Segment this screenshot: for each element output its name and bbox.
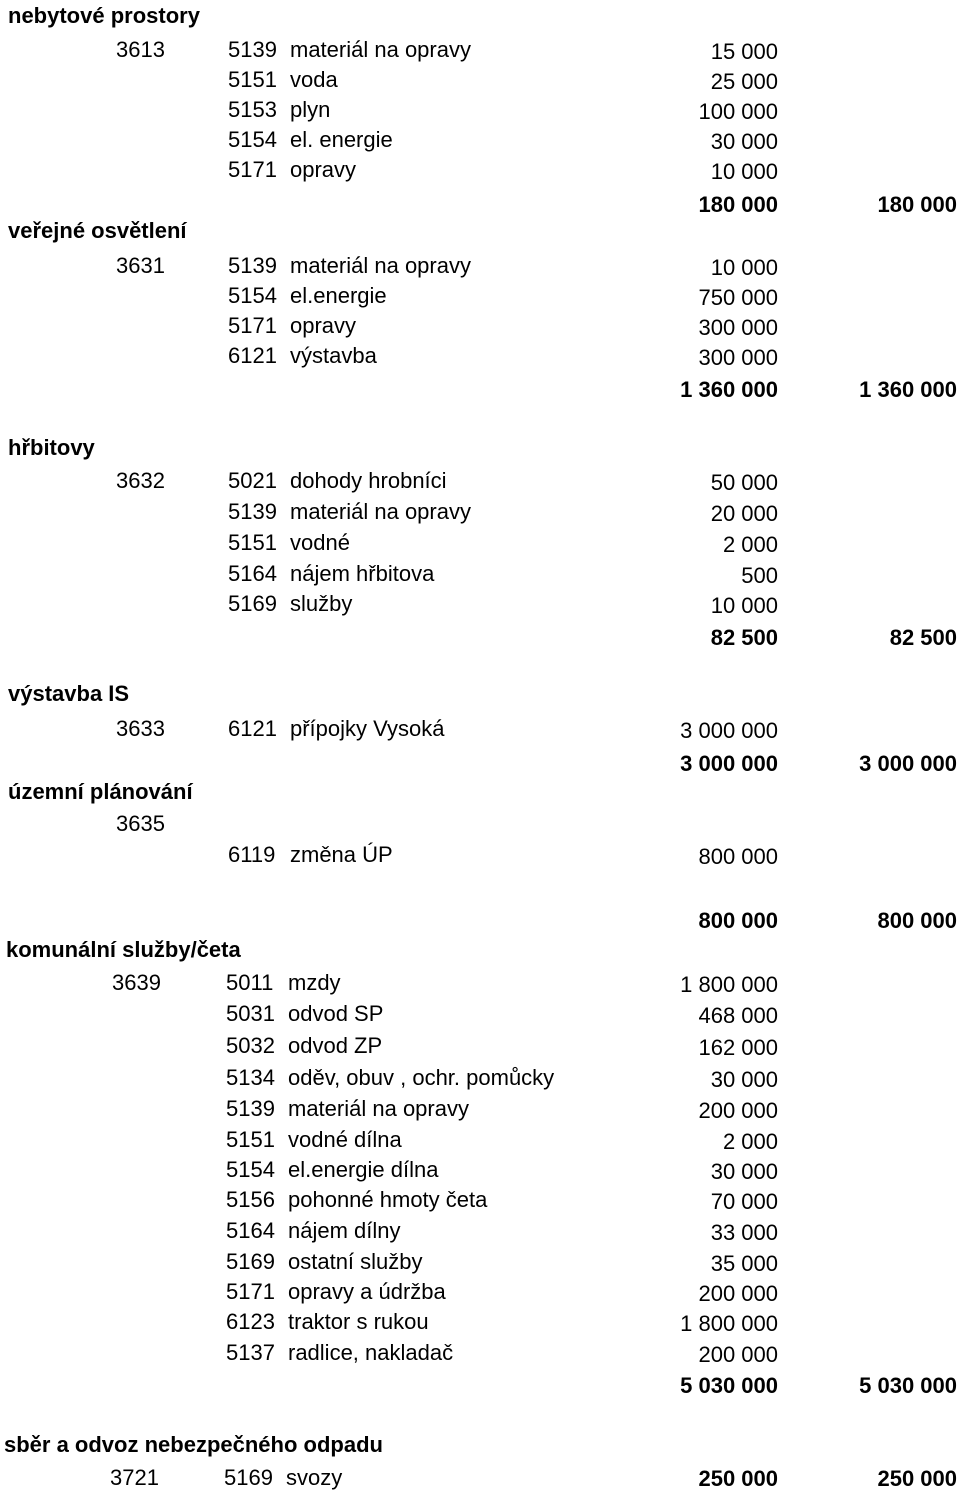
item-amount: 3 000 000 — [680, 718, 778, 743]
item-desc: materiál na opravy — [290, 499, 471, 524]
item-desc: materiál na opravy — [290, 253, 471, 278]
item-code: 5154 — [226, 1157, 275, 1182]
section-total: 250 000 — [877, 1466, 957, 1491]
item-code: 5032 — [226, 1033, 275, 1058]
item-amount: 468 000 — [698, 1003, 778, 1028]
item-desc: el. energie — [290, 127, 393, 152]
section-title: hřbitovy — [8, 435, 95, 460]
item-amount: 300 000 — [698, 315, 778, 340]
section-title: veřejné osvětlení — [8, 218, 187, 243]
item-amount: 30 000 — [710, 129, 778, 154]
section-total: 5 030 000 — [859, 1373, 957, 1398]
paragraph-code: 3633 — [116, 716, 165, 741]
item-amount: 200 000 — [698, 1281, 778, 1306]
item-code: 5164 — [226, 1218, 275, 1243]
item-amount: 1 800 000 — [680, 972, 778, 997]
item-desc: nájem dílny — [288, 1218, 401, 1243]
item-code: 5151 — [228, 530, 277, 555]
item-code: 5137 — [226, 1340, 275, 1365]
section-title: nebytové prostory — [8, 3, 200, 28]
item-amount: 750 000 — [698, 285, 778, 310]
item-code: 5169 — [228, 591, 277, 616]
item-code: 5154 — [228, 283, 277, 308]
item-code: 5169 — [224, 1465, 273, 1490]
item-desc: ostatní služby — [288, 1249, 423, 1274]
item-desc: plyn — [290, 97, 331, 122]
section-title: územní plánování — [8, 779, 193, 804]
item-code: 5134 — [226, 1065, 275, 1090]
section-total: 800 000 — [877, 908, 957, 933]
item-code: 5171 — [228, 157, 277, 182]
section-subtotal: 800 000 — [698, 908, 778, 933]
item-amount: 10 000 — [710, 159, 778, 184]
item-desc: opravy — [290, 313, 357, 338]
item-amount: 10 000 — [710, 593, 778, 618]
item-amount: 200 000 — [698, 1342, 778, 1367]
item-amount: 162 000 — [698, 1035, 778, 1060]
item-desc: opravy — [290, 157, 357, 182]
item-desc: pohonné hmoty četa — [288, 1187, 488, 1212]
item-amount: 1 800 000 — [680, 1311, 778, 1336]
section-subtotal: 82 500 — [710, 625, 778, 650]
section-subtotal: 1 360 000 — [680, 377, 778, 402]
item-code: 5021 — [228, 468, 277, 493]
item-desc: opravy a údržba — [288, 1279, 446, 1304]
section-title: komunální služby/četa — [6, 937, 241, 962]
item-desc: mzdy — [288, 970, 341, 995]
item-code: 6119 — [228, 842, 276, 867]
item-amount: 2 000 — [722, 1129, 778, 1154]
item-code: 5151 — [226, 1127, 275, 1152]
section-subtotal: 180 000 — [698, 192, 778, 217]
item-amount: 100 000 — [698, 99, 778, 124]
section-subtotal: 3 000 000 — [680, 751, 778, 776]
item-desc: materiál na opravy — [290, 37, 471, 62]
paragraph-code: 3613 — [116, 37, 165, 62]
item-code: 5139 — [228, 37, 277, 62]
section-total: 82 500 — [889, 625, 957, 650]
item-amount: 500 — [741, 563, 778, 588]
item-desc: el.energie dílna — [288, 1157, 439, 1182]
item-amount: 35 000 — [710, 1251, 778, 1276]
item-amount: 30 000 — [710, 1067, 778, 1092]
item-desc: přípojky Vysoká — [290, 716, 445, 741]
item-desc: služby — [290, 591, 353, 616]
item-code: 5139 — [228, 253, 277, 278]
paragraph-code: 3635 — [116, 811, 165, 836]
item-desc: odvod SP — [288, 1001, 384, 1026]
item-code: 5154 — [228, 127, 277, 152]
item-desc: el.energie — [290, 283, 387, 308]
paragraph-code: 3631 — [116, 253, 165, 278]
item-code: 5031 — [226, 1001, 275, 1026]
item-desc: svozy — [286, 1465, 343, 1490]
item-desc: nájem hřbitova — [290, 561, 435, 586]
item-code: 5171 — [226, 1279, 275, 1304]
item-code: 5139 — [226, 1096, 275, 1121]
item-amount: 250 000 — [698, 1466, 778, 1491]
item-desc: výstavba — [290, 343, 377, 368]
item-amount: 30 000 — [710, 1159, 778, 1184]
section-title: výstavba IS — [8, 681, 130, 706]
item-code: 5164 — [228, 561, 277, 586]
item-code: 6123 — [226, 1309, 275, 1334]
item-code: 5171 — [228, 313, 277, 338]
paragraph-code: 3721 — [110, 1465, 159, 1490]
section-title: sběr a odvoz nebezpečného odpadu — [4, 1432, 383, 1457]
item-amount: 20 000 — [710, 501, 778, 526]
item-desc: odvod ZP — [288, 1033, 383, 1058]
item-desc: materiál na opravy — [288, 1096, 469, 1121]
item-code: 5151 — [228, 67, 277, 92]
item-amount: 2 000 — [722, 532, 778, 557]
item-amount: 33 000 — [710, 1220, 778, 1245]
item-code: 5156 — [226, 1187, 275, 1212]
item-code: 5139 — [228, 499, 277, 524]
item-amount: 300 000 — [698, 345, 778, 370]
section-subtotal: 5 030 000 — [680, 1373, 778, 1398]
item-code: 5011 — [226, 970, 274, 995]
item-amount: 50 000 — [710, 470, 778, 495]
paragraph-code: 3632 — [116, 468, 165, 493]
item-code: 5153 — [228, 97, 277, 122]
paragraph-code: 3639 — [112, 970, 161, 995]
section-total: 180 000 — [877, 192, 957, 217]
section-total: 1 360 000 — [859, 377, 957, 402]
item-desc: vodné dílna — [288, 1127, 402, 1152]
item-amount: 200 000 — [698, 1098, 778, 1123]
item-desc: změna ÚP — [290, 842, 393, 867]
item-desc: radlice, nakladač — [288, 1340, 454, 1365]
item-code: 6121 — [228, 716, 277, 741]
item-amount: 25 000 — [710, 69, 778, 94]
item-desc: dohody hrobníci — [290, 468, 447, 493]
item-amount: 800 000 — [698, 844, 778, 869]
item-amount: 10 000 — [710, 255, 778, 280]
item-code: 6121 — [228, 343, 277, 368]
item-desc: traktor s rukou — [288, 1309, 429, 1334]
item-desc: oděv, obuv , ochr. pomůcky — [288, 1065, 555, 1090]
item-code: 5169 — [226, 1249, 275, 1274]
item-amount: 70 000 — [710, 1189, 778, 1214]
section-total: 3 000 000 — [859, 751, 957, 776]
item-desc: voda — [290, 67, 338, 92]
item-desc: vodné — [290, 530, 350, 555]
item-amount: 15 000 — [710, 39, 778, 64]
